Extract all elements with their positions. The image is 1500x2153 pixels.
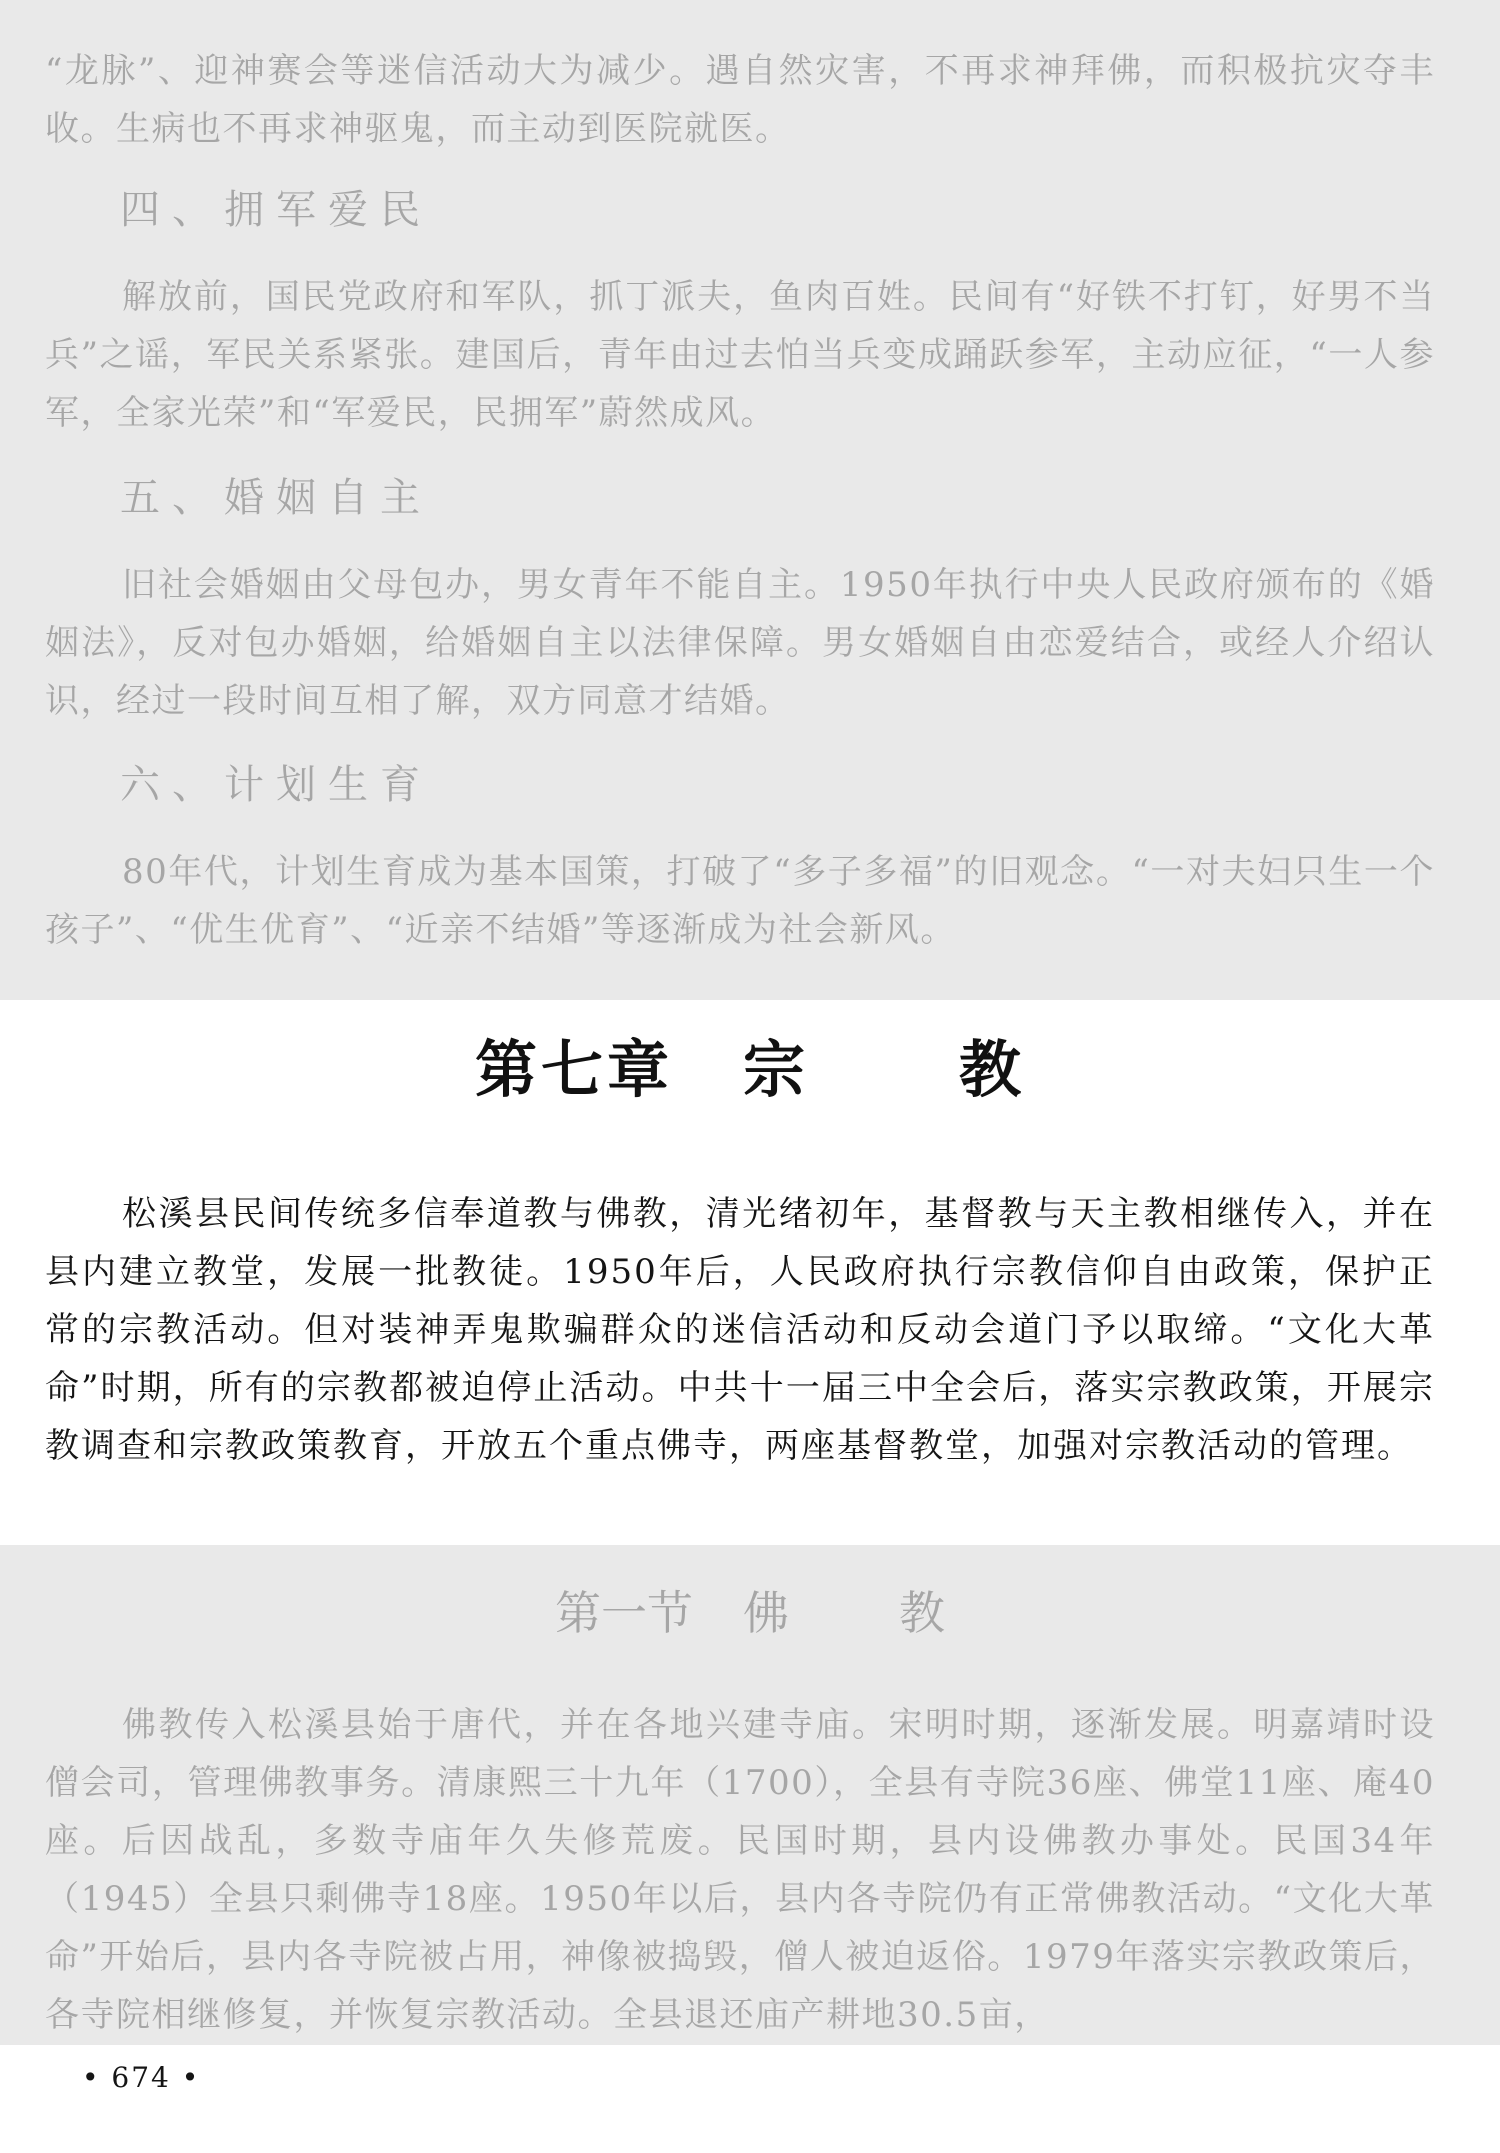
section-title-buddhism: 第一节 佛 教	[555, 1586, 945, 1640]
paragraph-support-army: 解放前，国民党政府和军队，抓丁派夫，鱼肉百姓。民间有“好铁不打钉，好男不当兵”之谣，军民关系紧张。建国后，青年由过去怕当兵变成踊跃参军，主动应征，“一人参军，全家光荣”和“军爱民，民拥军”蔚然成风。	[45, 277, 1435, 433]
page-number: • 674 •	[82, 2061, 201, 2094]
paragraph-marriage-autonomy: 旧社会婚姻由父母包办，男女青年不能自主。1950年执行中央人民政府颁布的《婚姻法》，反对包办婚姻，给婚姻自主以法律保障。男女婚姻自由恋爱结合，或经人介绍认识，经过一段时间互相了解，双方同意才结婚。	[45, 565, 1435, 721]
chapter-intro-paragraph: 松溪县民间传统多信奉道教与佛教，清光绪初年，基督教与天主教相继传入，并在县内建立教堂，发展一批教徒。1950年后，人民政府执行宗教信仰自由政策，保护正常的宗教活动。但对装神弄鬼欺骗群众的迷信活动和反动会道门予以取缔。“文化大革命”时期，所有的宗教都被迫停止活动。中共十一届三中全会后，落实宗教政策，开展宗教调查和宗教政策教育，开放五个重点佛寺，两座基督教堂，加强对宗教活动的管理。	[45, 1194, 1435, 1466]
heading-family-planning: 六、计划生育	[120, 762, 432, 808]
paragraph-buddhism-history: 佛教传入松溪县始于唐代，并在各地兴建寺庙。宋明时期，逐渐发展。明嘉靖时设僧会司，管理佛教事务。清康熙三十九年（1700），全县有寺院36座、佛堂11座、庵40座。后因战乱，多数寺庙年久失修荒废。民国时期，县内设佛教办事处。民国34年（1945）全县只剩佛寺18座。1950年以后，县内各寺院仍有正常佛教活动。“文化大革命”开始后，县内各寺院被占用，神像被捣毁，僧人被迫返俗。1979年落实宗教政策后，各寺院相继修复，并恢复宗教活动。全县退还庙产耕地30.5亩，	[45, 1705, 1435, 2035]
heading-marriage-autonomy: 五、婚姻自主	[120, 475, 432, 521]
paragraph-family-planning: 80年代，计划生育成为基本国策，打破了“多子多福”的旧观念。“一对夫妇只生一个孩子”、“优生优育”、“近亲不结婚”等逐渐成为社会新风。	[45, 852, 1435, 950]
chapter-title: 第七章 宗 教	[474, 1033, 1026, 1106]
heading-support-army: 四、拥军爱民	[120, 187, 432, 233]
paragraph-superstition-decline: “龙脉”、迎神赛会等迷信活动大为减少。遇自然灾害，不再求神拜佛，而积极抗灾夺丰收。生病也不再求神驱鬼，而主动到医院就医。	[45, 51, 1435, 149]
